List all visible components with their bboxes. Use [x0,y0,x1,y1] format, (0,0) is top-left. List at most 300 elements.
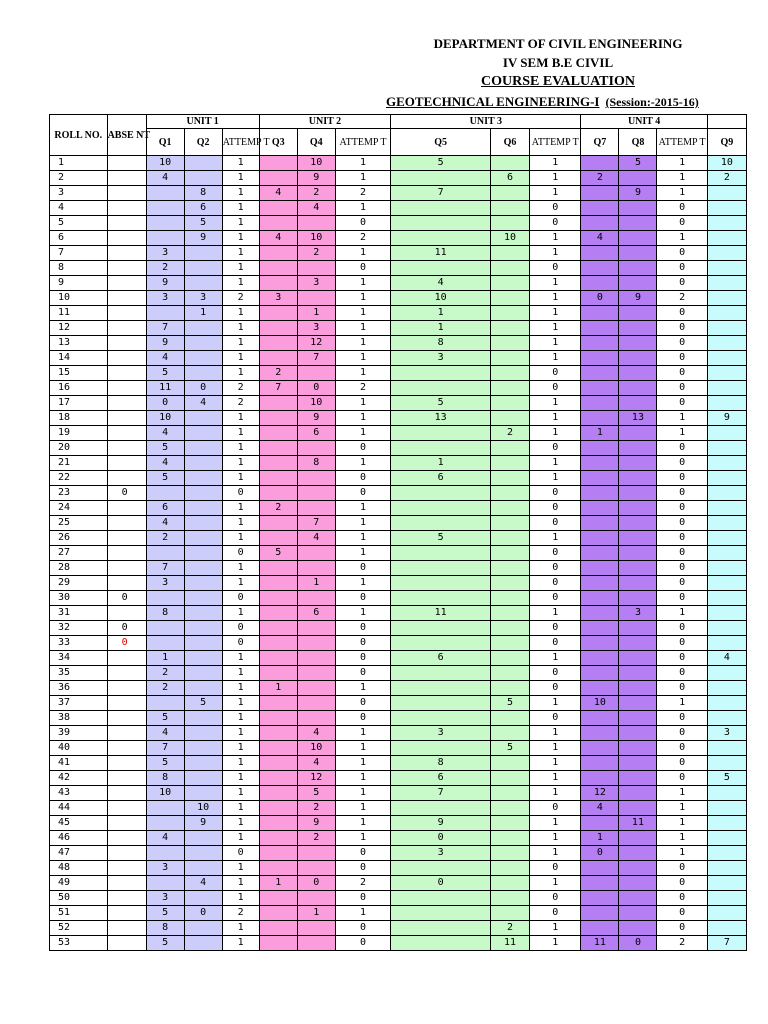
cell-q1 [146,186,184,201]
header-attempt-1: ATTEMP T [222,129,259,156]
cell-att4: 0 [657,636,707,651]
cell-q2: 3 [184,291,222,306]
cell-q1: 3 [146,891,184,906]
cell-q7 [581,576,619,591]
cell-att1: 1 [222,741,259,756]
cell-att4: 0 [657,201,707,216]
header-absent: ABSE NT [107,115,146,156]
cell-q9 [707,291,746,306]
cell-att3: 1 [530,846,581,861]
cell-q3: 3 [259,291,297,306]
cell-q1: 5 [146,711,184,726]
cell-q2 [184,921,222,936]
cell-q1 [146,486,184,501]
table-row [50,201,747,216]
cell-q8 [619,711,657,726]
evaluation-table [49,114,747,951]
cell-att1: 1 [222,606,259,621]
cell-q1: 4 [146,831,184,846]
cell-roll: 49 [50,876,108,891]
cell-att4: 0 [657,501,707,516]
cell-q5 [391,891,491,906]
cell-q8 [619,741,657,756]
table-row [50,831,747,846]
cell-q4 [297,696,335,711]
cell-q9 [707,516,746,531]
cell-att3: 0 [530,711,581,726]
cell-absent [107,351,146,366]
cell-q3 [259,891,297,906]
cell-q3 [259,306,297,321]
cell-att2: 0 [335,261,391,276]
cell-q5: 7 [391,186,491,201]
cell-roll: 35 [50,666,108,681]
cell-q1 [146,546,184,561]
cell-q3 [259,411,297,426]
cell-q3 [259,261,297,276]
cell-roll: 23 [50,486,108,501]
table-row [50,231,747,246]
cell-absent [107,216,146,231]
cell-q7 [581,636,619,651]
cell-q3 [259,726,297,741]
table-row [50,666,747,681]
cell-q1: 3 [146,246,184,261]
cell-att2: 1 [335,531,391,546]
cell-q5 [391,546,491,561]
cell-q1: 5 [146,936,184,951]
cell-att3: 1 [530,231,581,246]
cell-att1: 2 [222,291,259,306]
table-row [50,921,747,936]
cell-att4: 0 [657,711,707,726]
cell-q1 [146,621,184,636]
cell-att2: 1 [335,801,391,816]
cell-q2: 4 [184,876,222,891]
cell-att1: 1 [222,351,259,366]
table-row [50,936,747,951]
cell-q6 [490,861,529,876]
cell-att3: 0 [530,201,581,216]
cell-q7 [581,396,619,411]
cell-q9: 4 [707,651,746,666]
cell-q8 [619,516,657,531]
header-q3: Q3 [259,129,297,156]
cell-q5 [391,201,491,216]
cell-att2: 0 [335,891,391,906]
cell-att4: 0 [657,216,707,231]
cell-q1: 8 [146,771,184,786]
cell-q3 [259,156,297,171]
cell-q7 [581,351,619,366]
cell-att3: 1 [530,936,581,951]
cell-q9 [707,216,746,231]
cell-q9: 7 [707,936,746,951]
cell-att4: 0 [657,306,707,321]
cell-q7 [581,366,619,381]
cell-q4 [297,921,335,936]
cell-q7 [581,561,619,576]
cell-absent [107,201,146,216]
evaluation-title [418,74,698,90]
cell-roll: 7 [50,246,108,261]
cell-q3 [259,801,297,816]
cell-q9 [707,576,746,591]
cell-q5 [391,801,491,816]
cell-q3 [259,576,297,591]
cell-roll: 47 [50,846,108,861]
table-row [50,741,747,756]
cell-q3 [259,456,297,471]
cell-q3 [259,816,297,831]
cell-q4 [297,636,335,651]
table-row [50,396,747,411]
cell-q3 [259,666,297,681]
cell-q5 [391,621,491,636]
cell-att3: 0 [530,441,581,456]
cell-att1: 1 [222,576,259,591]
cell-roll: 4 [50,201,108,216]
cell-q8 [619,621,657,636]
cell-q5 [391,711,491,726]
table-row [50,591,747,606]
cell-q3 [259,636,297,651]
cell-att1: 1 [222,936,259,951]
cell-q2 [184,756,222,771]
cell-q4 [297,666,335,681]
cell-q2 [184,531,222,546]
cell-q4 [297,501,335,516]
cell-q5 [391,366,491,381]
cell-q9 [707,321,746,336]
cell-q4 [297,591,335,606]
cell-att1: 2 [222,396,259,411]
table-row [50,186,747,201]
cell-absent: 0 [107,621,146,636]
cell-q5: 4 [391,276,491,291]
cell-q1: 5 [146,471,184,486]
cell-q9 [707,381,746,396]
cell-q6 [490,561,529,576]
cell-att4: 1 [657,156,707,171]
header-q2: Q2 [184,129,222,156]
cell-q4 [297,936,335,951]
cell-att2: 1 [335,291,391,306]
cell-att1: 1 [222,216,259,231]
cell-att2: 0 [335,666,391,681]
cell-q8 [619,201,657,216]
cell-q2 [184,486,222,501]
cell-roll: 50 [50,891,108,906]
cell-q6 [490,501,529,516]
cell-q2 [184,831,222,846]
cell-absent [107,786,146,801]
cell-att4: 1 [657,231,707,246]
cell-q1: 8 [146,606,184,621]
cell-q7 [581,711,619,726]
cell-q7 [581,516,619,531]
cell-att1: 1 [222,186,259,201]
cell-q7 [581,621,619,636]
cell-att2: 1 [335,516,391,531]
cell-att4: 0 [657,921,707,936]
cell-att4: 0 [657,441,707,456]
cell-q1: 4 [146,171,184,186]
cell-q7 [581,531,619,546]
cell-absent: 0 [107,591,146,606]
cell-att2: 1 [335,201,391,216]
cell-att3: 1 [530,306,581,321]
cell-att3: 0 [530,666,581,681]
cell-q1 [146,231,184,246]
cell-att4: 0 [657,681,707,696]
cell-roll: 44 [50,801,108,816]
cell-att2: 1 [335,576,391,591]
cell-q3 [259,786,297,801]
cell-roll: 51 [50,906,108,921]
cell-q2 [184,786,222,801]
cell-att4: 1 [657,606,707,621]
cell-roll: 15 [50,366,108,381]
cell-att3: 0 [530,216,581,231]
cell-att1: 1 [222,426,259,441]
table-row [50,771,747,786]
cell-q2 [184,321,222,336]
cell-roll: 26 [50,531,108,546]
cell-q5: 3 [391,726,491,741]
cell-att2: 1 [335,501,391,516]
cell-q5 [391,861,491,876]
cell-att1: 1 [222,801,259,816]
cell-absent [107,921,146,936]
header-q8: Q8 [619,129,657,156]
cell-q5: 7 [391,786,491,801]
cell-q3 [259,771,297,786]
cell-att3: 1 [530,411,581,426]
cell-att3: 0 [530,261,581,276]
table-row [50,621,747,636]
cell-absent [107,441,146,456]
cell-att4: 0 [657,336,707,351]
cell-roll: 41 [50,756,108,771]
cell-absent [107,336,146,351]
header-q6: Q6 [490,129,529,156]
cell-q2 [184,891,222,906]
cell-q4: 10 [297,231,335,246]
cell-q9 [707,816,746,831]
cell-att2: 1 [335,726,391,741]
cell-q1: 7 [146,321,184,336]
cell-att1: 1 [222,171,259,186]
cell-q5 [391,561,491,576]
table-row [50,636,747,651]
cell-att1: 1 [222,261,259,276]
cell-q4: 0 [297,381,335,396]
cell-q6 [490,471,529,486]
cell-q8 [619,531,657,546]
cell-att4: 0 [657,651,707,666]
cell-q6 [490,801,529,816]
cell-att4: 0 [657,366,707,381]
semester-title: IV SEM B.E CIVIL [502,55,614,70]
cell-q6 [490,771,529,786]
cell-q5: 5 [391,156,491,171]
cell-roll: 29 [50,576,108,591]
cell-q6 [490,591,529,606]
cell-att2: 1 [335,156,391,171]
cell-att1: 1 [222,891,259,906]
cell-att1: 1 [222,471,259,486]
cell-att4: 0 [657,456,707,471]
cell-att3: 1 [530,246,581,261]
cell-att2: 0 [335,711,391,726]
cell-q4: 12 [297,771,335,786]
cell-absent [107,516,146,531]
table-row [50,531,747,546]
cell-q6 [490,531,529,546]
cell-q7: 2 [581,171,619,186]
cell-q6 [490,336,529,351]
cell-att4: 1 [657,801,707,816]
cell-att1: 1 [222,321,259,336]
cell-q1: 2 [146,261,184,276]
cell-q5: 6 [391,771,491,786]
cell-att4: 0 [657,576,707,591]
cell-q9 [707,561,746,576]
cell-q9 [707,591,746,606]
cell-q4: 1 [297,906,335,921]
cell-absent [107,936,146,951]
cell-roll: 20 [50,441,108,456]
cell-q2: 5 [184,216,222,231]
cell-q6 [490,636,529,651]
cell-absent [107,261,146,276]
cell-q7 [581,456,619,471]
cell-q9 [707,366,746,381]
cell-att1: 1 [222,666,259,681]
cell-q5 [391,486,491,501]
cell-q4: 4 [297,726,335,741]
cell-q3 [259,276,297,291]
cell-att3: 1 [530,756,581,771]
cell-absent [107,156,146,171]
cell-q2 [184,426,222,441]
cell-att3: 1 [530,276,581,291]
cell-q3 [259,906,297,921]
cell-att2: 2 [335,381,391,396]
table-row [50,801,747,816]
header-unit-2: UNIT 2 [259,115,391,129]
cell-roll: 31 [50,606,108,621]
cell-q7: 4 [581,801,619,816]
cell-att3: 1 [530,351,581,366]
cell-att3: 1 [530,921,581,936]
cell-q1 [146,876,184,891]
cell-q5 [391,666,491,681]
cell-att2: 1 [335,246,391,261]
cell-q5: 11 [391,246,491,261]
cell-att2: 1 [335,321,391,336]
cell-q6 [490,576,529,591]
cell-q4 [297,291,335,306]
cell-q7: 1 [581,426,619,441]
subject-title [386,94,766,110]
cell-q3 [259,321,297,336]
cell-att3: 1 [530,291,581,306]
cell-att1: 1 [222,756,259,771]
cell-att4: 0 [657,351,707,366]
cell-q1: 3 [146,291,184,306]
cell-q9 [707,546,746,561]
cell-att3: 1 [530,786,581,801]
cell-q4 [297,621,335,636]
cell-q7: 0 [581,291,619,306]
table-row [50,336,747,351]
cell-att3: 1 [530,171,581,186]
cell-q1: 9 [146,336,184,351]
evaluation-text: COURSE EVALUATION [481,74,635,89]
cell-att3: 0 [530,366,581,381]
cell-q9 [707,231,746,246]
cell-q7 [581,651,619,666]
cell-q5 [391,936,491,951]
cell-att4: 1 [657,411,707,426]
cell-q2 [184,411,222,426]
cell-att4: 0 [657,561,707,576]
cell-att3: 1 [530,456,581,471]
cell-q4: 6 [297,606,335,621]
cell-q4: 10 [297,741,335,756]
table-row [50,546,747,561]
table-row [50,156,747,171]
cell-att1: 1 [222,681,259,696]
cell-q5: 5 [391,531,491,546]
cell-q3 [259,741,297,756]
cell-roll: 48 [50,861,108,876]
cell-att4: 0 [657,891,707,906]
cell-att3: 1 [530,876,581,891]
cell-att4: 0 [657,516,707,531]
cell-q1: 4 [146,351,184,366]
cell-q6: 5 [490,741,529,756]
cell-q5: 8 [391,336,491,351]
cell-q4: 9 [297,171,335,186]
cell-q1: 5 [146,906,184,921]
cell-absent [107,861,146,876]
cell-q1: 7 [146,561,184,576]
cell-att3: 0 [530,681,581,696]
cell-q8 [619,726,657,741]
cell-roll: 38 [50,711,108,726]
cell-q2 [184,336,222,351]
cell-q9 [707,741,746,756]
cell-att2: 1 [335,171,391,186]
cell-q9 [707,426,746,441]
cell-q9 [707,711,746,726]
cell-q8: 3 [619,606,657,621]
cell-roll: 24 [50,501,108,516]
cell-absent [107,396,146,411]
table-row [50,291,747,306]
cell-absent [107,321,146,336]
cell-q4 [297,441,335,456]
cell-att4: 0 [657,531,707,546]
cell-att4: 0 [657,591,707,606]
cell-att1: 0 [222,546,259,561]
cell-q6 [490,456,529,471]
cell-q2 [184,681,222,696]
cell-absent [107,456,146,471]
